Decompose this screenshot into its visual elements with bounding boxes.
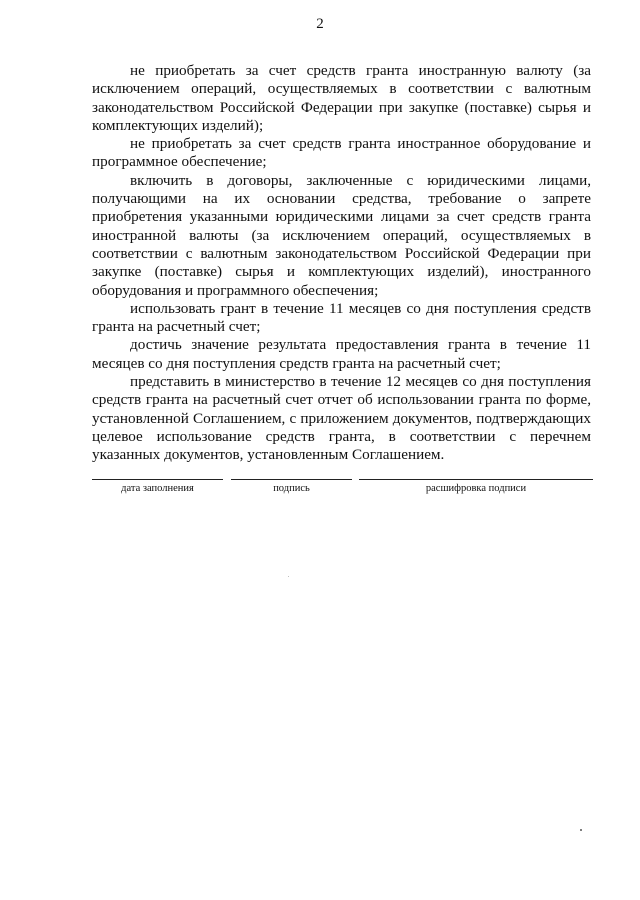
signature-field <box>231 479 352 495</box>
paragraph-foreign-equipment: не приобретать за счет средств гранта иностранное оборудование и программное обеспечение; <box>92 135 591 171</box>
signature-caption: подпись <box>273 483 310 494</box>
scan-speck <box>580 829 582 831</box>
decoding-field <box>359 479 593 495</box>
signature-line <box>231 479 352 480</box>
decoding-line <box>359 479 593 480</box>
paragraph-report-submission: представить в министерство в течение 12 месяцев со дня поступления средств гранта на расчетный счет отчет об использовании гранта по форме, установленной Соглашением, с приложением документов, подтверждающих целевое использование средств гранта, в соответствии с перечнем указанных документов, установленным Соглашением. <box>92 373 591 464</box>
paragraph-result-achievement: достичь значение результата предоставления гранта в течение 11 месяцев со дня поступления средств гранта на расчетный счет; <box>92 336 591 372</box>
page-number: 2 <box>316 16 324 32</box>
date-line <box>92 479 223 480</box>
decoding-caption: расшифровка подписи <box>425 483 527 494</box>
paragraph-grant-usage-term: использовать грант в течение 11 месяцев со дня поступления средств гранта на расчетный счет; <box>92 299 591 336</box>
date-caption: дата заполнения <box>121 483 194 494</box>
scan-speck <box>288 576 289 577</box>
paragraph-foreign-currency: не приобретать за счет средств гранта иностранную валюту (за исключением операций, осуществляемых в соответствии с валютным законодательством Российской Федерации при закупке (поставке) сырья и комплектующих изделий); <box>92 62 591 134</box>
paragraph-contract-requirement: включить в договоры, заключенные с юридическими лицами, получающими на их основании средства, требование о запрете приобретения указанными юридическими лицами за счет средств гранта иностранной валюты (за исключением операций, осуществляемых в соответствии с валютным законодательством Российской Федерации при закупке (поставке) сырья и комплектующих изделий), иностранного оборудования и программного обеспечения; <box>92 171 591 299</box>
document-body <box>92 62 591 465</box>
date-field <box>92 479 223 495</box>
